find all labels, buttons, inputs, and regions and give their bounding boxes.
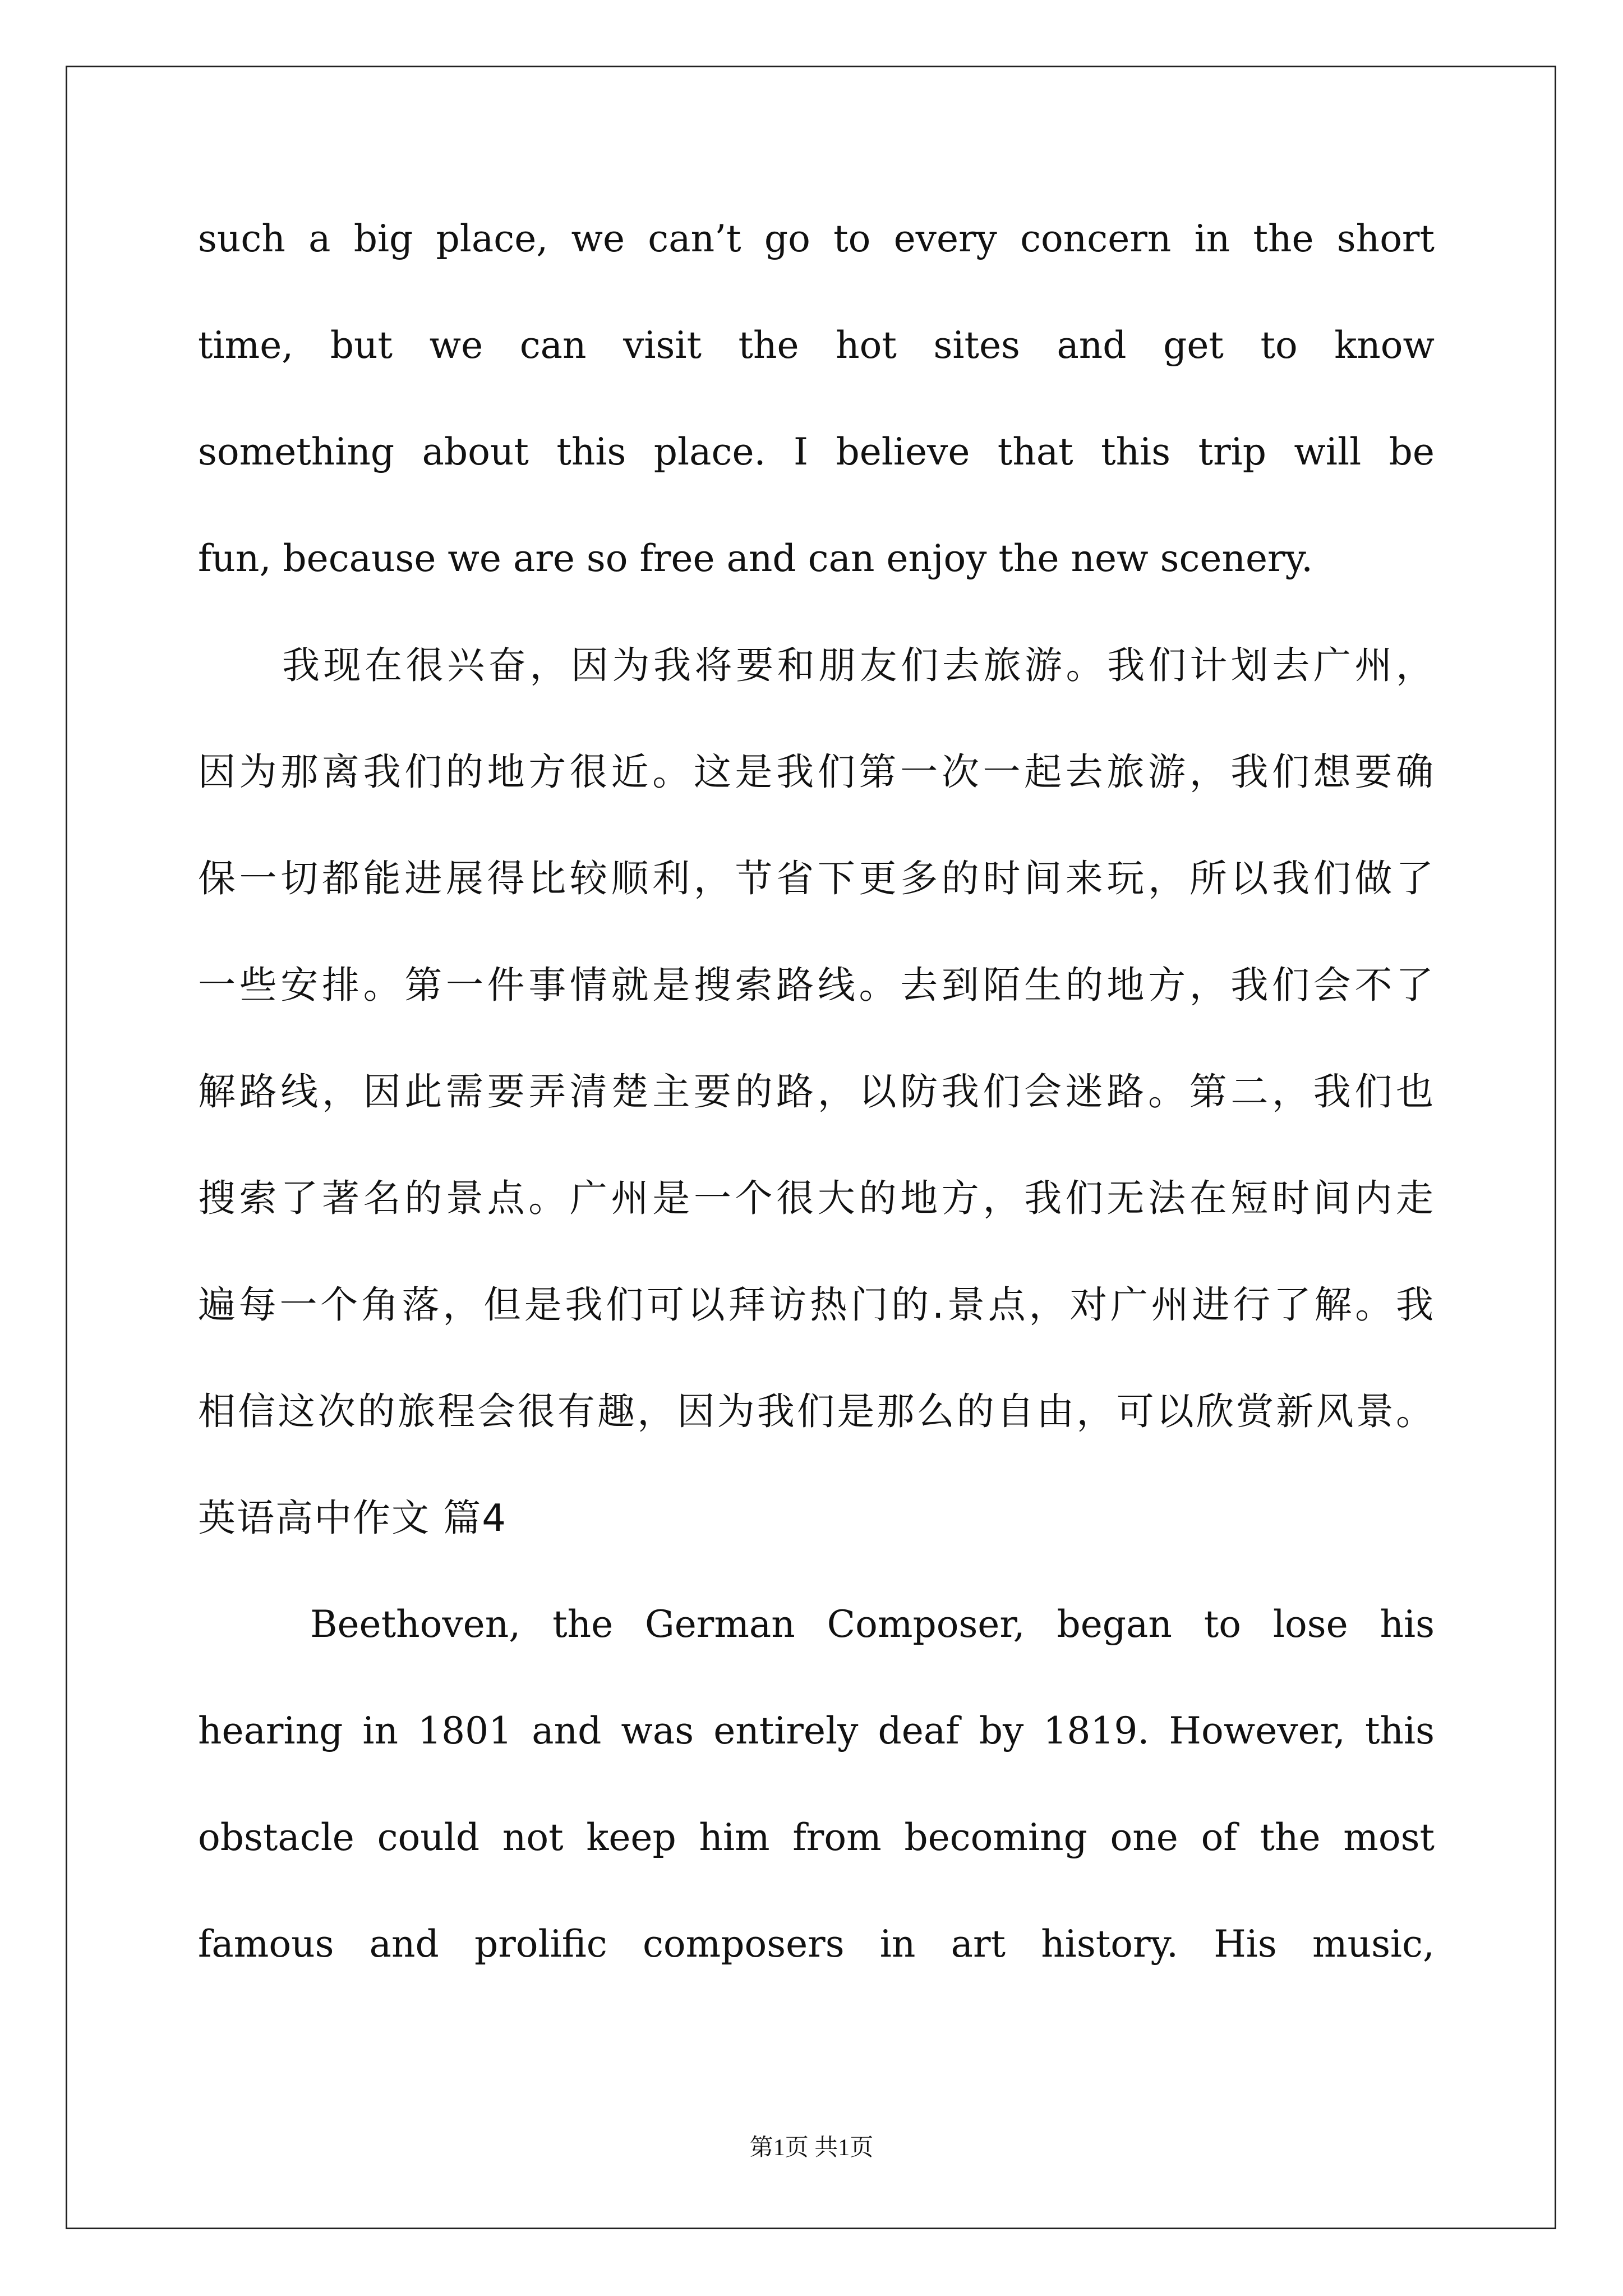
text-line: Beethoven, the German Composer, began to lose his [310, 1603, 1435, 1646]
page-footer: 第1页 共1页 [749, 2135, 874, 2161]
text-line: hearing in 1801 and was entirely deaf by 1819. However, this [198, 1709, 1435, 1752]
text-line: 我现在很兴奋，因为我将要和朋友们去旅游。我们计划去广州， [282, 643, 1435, 687]
section-heading: 英语高中作文 篇4 [198, 1496, 507, 1540]
text-line: 搜索了著名的景点。广州是一个很大的地方，我们无法在短时间内走 [198, 1176, 1435, 1220]
text-line: 保一切都能进展得比较顺利，节省下更多的时间来玩，所以我们做了 [198, 857, 1435, 900]
text-line: time, but we can visit the hot sites and get to know [198, 324, 1435, 367]
text-line: such a big place, we can’t go to every concern in the short [198, 217, 1435, 260]
text-line: famous and prolific composers in art history. His music, [198, 1922, 1435, 1966]
text-line: 遍每一个角落，但是我们可以拜访热门的.景点，对广州进行了解。我 [198, 1283, 1435, 1327]
text-line: 解路线，因此需要弄清楚主要的路，以防我们会迷路。第二，我们也 [198, 1070, 1435, 1114]
document-body [198, 217, 1435, 2032]
text-line: fun, because we are so free and can enjoy the new scenery. [198, 537, 1313, 580]
text-line: 因为那离我们的地方很近。这是我们第一次一起去旅游，我们想要确 [198, 750, 1435, 794]
text-line: 一些安排。第一件事情就是搜索路线。去到陌生的地方，我们会不了 [198, 963, 1435, 1007]
text-line: 相信这次的旅程会很有趣，因为我们是那么的自由，可以欣赏新风景。 [198, 1389, 1435, 1433]
text-line: obstacle could not keep him from becoming one of the most [198, 1816, 1435, 1859]
text-line: something about this place. I believe that this trip will be [198, 430, 1435, 473]
